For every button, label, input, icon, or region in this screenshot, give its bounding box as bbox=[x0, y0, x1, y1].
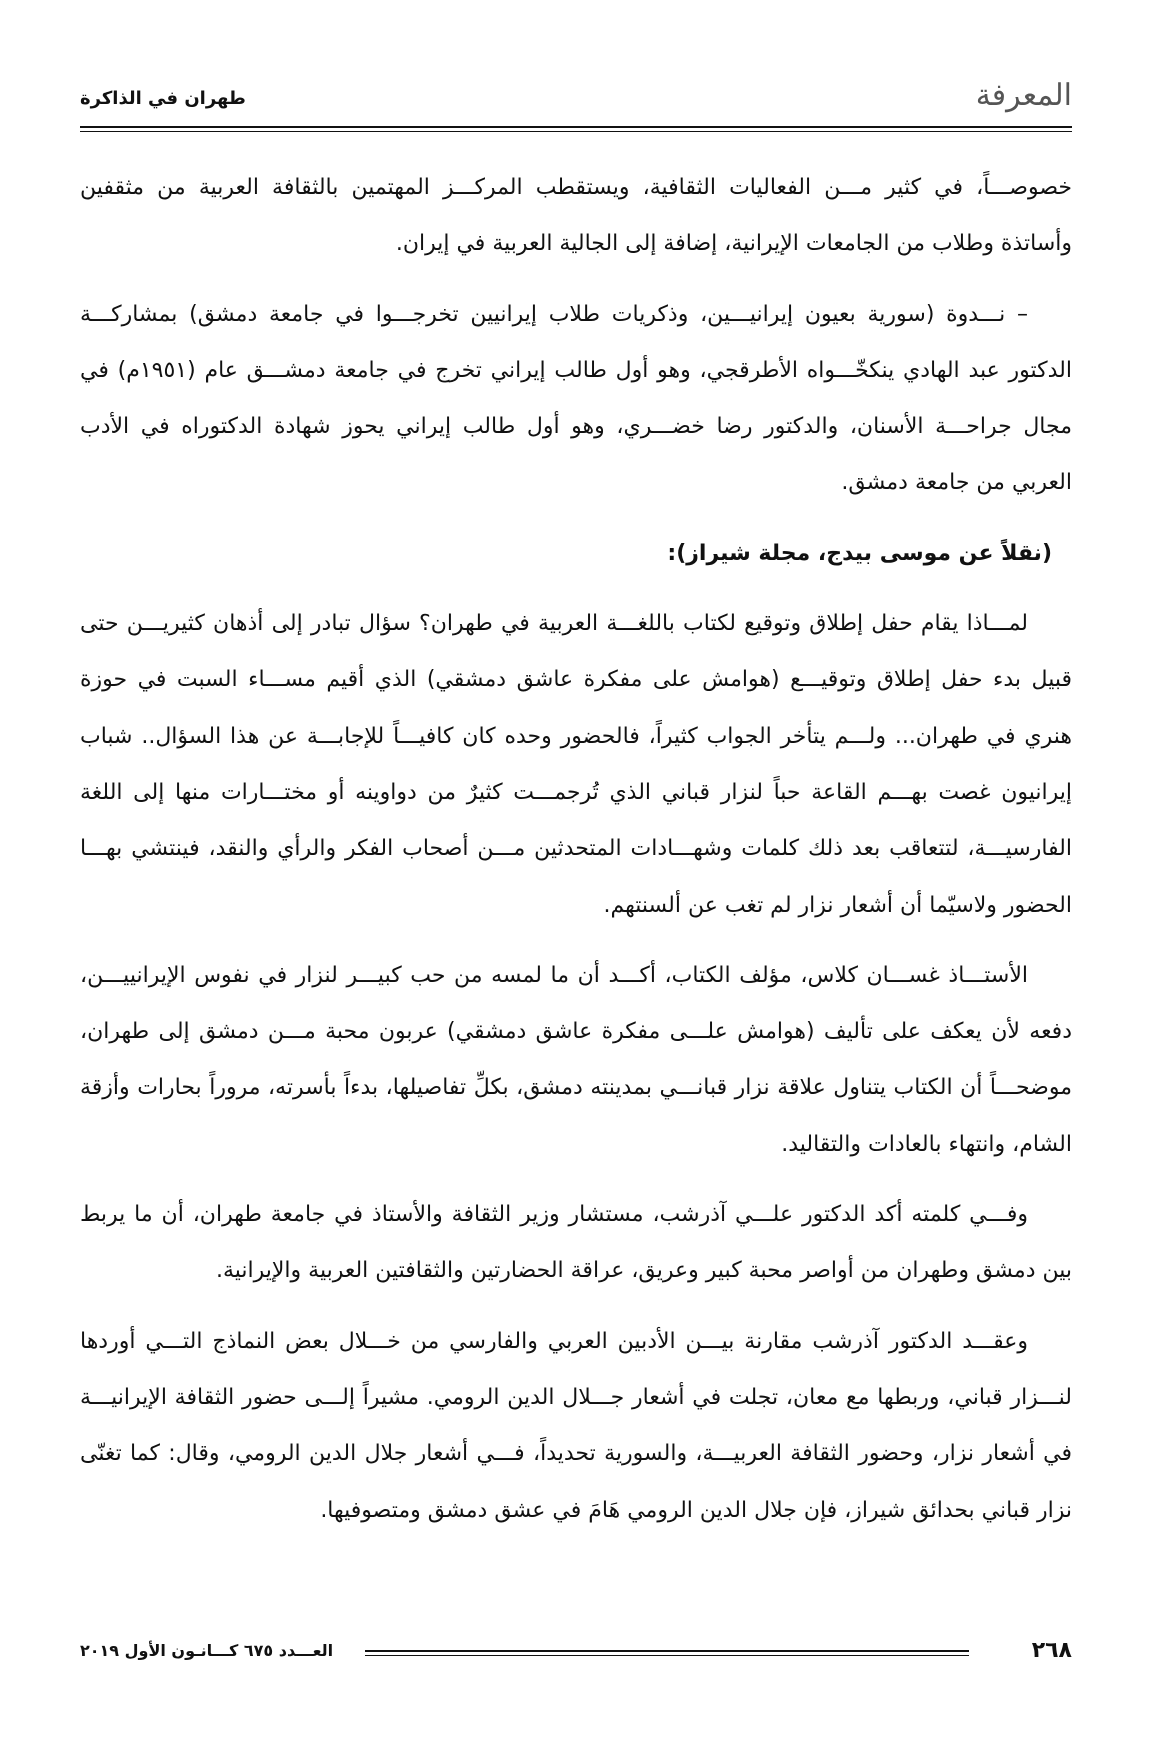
footer-rule bbox=[365, 1650, 969, 1652]
paragraph-continuation: خصوصـــاً، في كثير مـــن الفعاليات الثقافية، ويستقطب المركـــز المهتمين بالثقافة العربية من مثقفين وأساتذة وطلاب من الجامعات الإيرانية، إضافة إلى الجالية العربية في إيران. bbox=[80, 175, 1072, 257]
header-rule bbox=[80, 126, 1072, 128]
article-body bbox=[80, 160, 1072, 1553]
paragraph-book-launch: لمـــاذا يقام حفل إطلاق وتوقيع لكتاب باللغـــة العربية في طهران؟ سؤال تبادر إلى أذهان كثيريـــن حتى قبيل بدء حفل إطلاق وتوقيـــع (هوامش على مفكرة عاشق دمشقي) الذي أقيم مســـاء السبت في حوزة هنري في طهران... ولـــم يتأخر الجواب كثيراً، فالحضور وحده كان كافيـــاً للإجابـــة عن هذا السؤال.. شباب إيرانيون غصت بهـــم القاعة حباً لنزار قباني الذي تُرجمـــت كثيرٌ من دواوينه أو مختـــارات منها إلى اللغة الفارسيـــة، لتتعاقب بعد ذلك كلمات وشهـــادات المتحدثين مـــن أصحاب الفكر والرأي والنقد، فينتشي بهـــا الحضور ولاسيّما أن أشعار نزار لم تغب عن ألسنتهم. bbox=[80, 611, 1072, 918]
magazine-logo: المعرفة bbox=[975, 78, 1072, 113]
header-rule-thin bbox=[80, 131, 1072, 132]
paragraph-author: الأستـــاذ غســـان كلاس، مؤلف الكتاب، أكـــد أن ما لمسه من حب كبيـــر لنزار في نفوس الإيرانييـــن، دفعه لأن يعكف على تأليف (هوامش علـــى مفكرة عاشق دمشقي) عربون محبة مـــن دمشق إلى طهران، موضحـــاً أن الكتاب يتناول علاقة نزار قبانـــي بمدينته دمشق، بكلِّ تفاصيلها، بدءاً بأسرته، مروراً بحارات وأزقة الشام، وانتهاء بالعادات والتقاليد. bbox=[80, 962, 1072, 1157]
paragraph-seminar: – نـــدوة (سورية بعيون إيرانيـــين، وذكريات طلاب إيرانيين تخرجـــوا في جامعة دمشق) بمشاركـــة الدكتور عبد الهادي ينكخّـــواه الأطرقجي، وهو أول طالب إيراني تخرج في جامعة دمشـــق عام (١٩٥١م) في مجال جراحـــة الأسنان، والدكتور رضا خضـــري، وهو أول طالب إيراني يحوز شهادة الدكتوراه في الأدب العربي من جامعة دمشق. bbox=[80, 301, 1072, 496]
issue-info: العـــدد ٦٧٥ كـــانـون الأول ٢٠١٩ bbox=[80, 1641, 334, 1660]
page-footer bbox=[80, 1638, 1072, 1678]
page-number: ٢٦٨ bbox=[1031, 1638, 1072, 1663]
footer-rule-thin bbox=[365, 1655, 969, 1656]
paragraph-comparison: وعقـــد الدكتور آذرشب مقارنة بيـــن الأدبين العربي والفارسي من خـــلال بعض النماذج التـــي أوردها لنـــزار قباني، وربطها مع معان، تجلت في أشعار جـــلال الدين الرومي. مشيراً إلـــى حضور الثقافة الإيرانيـــة في أشعار نزار، وحضور الثقافة العربيـــة، والسورية تحديداً، فـــي أشعار جلال الدين الرومي، وقال: كما تغنّى نزار قباني بحدائق شيراز، فإن جلال الدين الرومي هَامَ في عشق دمشق ومتصوفيها. bbox=[80, 1328, 1072, 1523]
section-title: طهران في الذاكرة bbox=[80, 88, 246, 109]
source-citation: (نقلاً عن موسى بيدج، مجلة شيراز): bbox=[667, 540, 1052, 566]
page-header bbox=[80, 70, 1072, 130]
paragraph-azarshab: وفـــي كلمته أكد الدكتور علـــي آذرشب، مستشار وزير الثقافة والأستاذ في جامعة طهران، أن ما يربط بين دمشق وطهران من أواصر محبة كبير وعريق، عراقة الحضارتين والثقافتين العربية والإيرانية. bbox=[80, 1202, 1072, 1284]
